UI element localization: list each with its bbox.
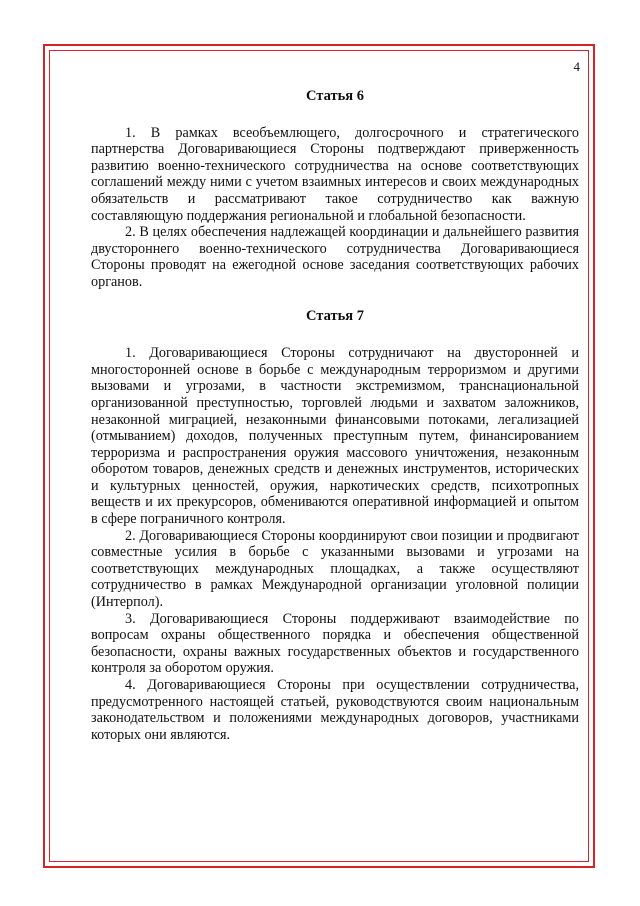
article-6-paragraph-2: 2. В целях обеспечения надлежащей координации и дальнейшего развития двустороннего военно-технического сотрудничества Договаривающиеся Стороны проводят на ежегодной основе заседания соответствующих рабочих органов. <box>91 224 579 290</box>
document-body <box>91 86 579 743</box>
article-7-paragraph-4: 4. Договаривающиеся Стороны при осуществлении сотрудничества, предусмотренного настоящей статьей, руководствуются своим национальным законодательством и положениями международных договоров, участниками которых они являются. <box>91 677 579 743</box>
page-number: 4 <box>573 59 580 74</box>
article-7-paragraph-1: 1. Договаривающиеся Стороны сотрудничают на двусторонней и многосторонней основе в борьбе с международным терроризмом и другими вызовами и угрозами, в частности экстремизмом, транснациональной организованной преступностью, торговлей людьми и захватом заложников, незаконной миграцией, незаконными финансовыми потоками, легализацией (отмыванием) доходов, полученных преступным путем, финансированием терроризма и распространения оружия массового уничтожения, незаконным оборотом товаров, денежных средств и денежных инструментов, исторических и культурных ценностей, оружия, наркотических средств, психотропных веществ и их прекурсоров, обмениваются оперативной информацией и опытом в сфере пограничного контроля. <box>91 345 579 528</box>
article-6-title: Статья 6 <box>306 88 364 104</box>
article-7-paragraph-3: 3. Договаривающиеся Стороны поддерживают взаимодействие по вопросам охраны общественного порядка и обеспечения общественной безопасности, охраны важных государственных объектов и государственного контроля за оборотом оружия. <box>91 610 579 677</box>
article-7-paragraph-2: 2. Договаривающиеся Стороны координируют свои позиции и продвигают совместные усилия в борьбе с указанными вызовами и угрозами на соответствующих международных площадках, а также осуществляют сотрудничество в рамках Международной организации уголовной полиции (Интерпол). <box>91 527 579 611</box>
article-7-title: Статья 7 <box>306 307 364 324</box>
article-6-paragraph-1: 1. В рамках всеобъемлющего, долгосрочного и стратегического партнерства Договаривающиеся Стороны подтверждают приверженность развитию военно-технического сотрудничества на основе соответствующих соглашений между ними с учетом взаимных интересов и своих международных обязательств и рассматривают такое сотрудничество как важную составляющую поддержания региональной и глобальной безопасности. <box>91 124 579 224</box>
